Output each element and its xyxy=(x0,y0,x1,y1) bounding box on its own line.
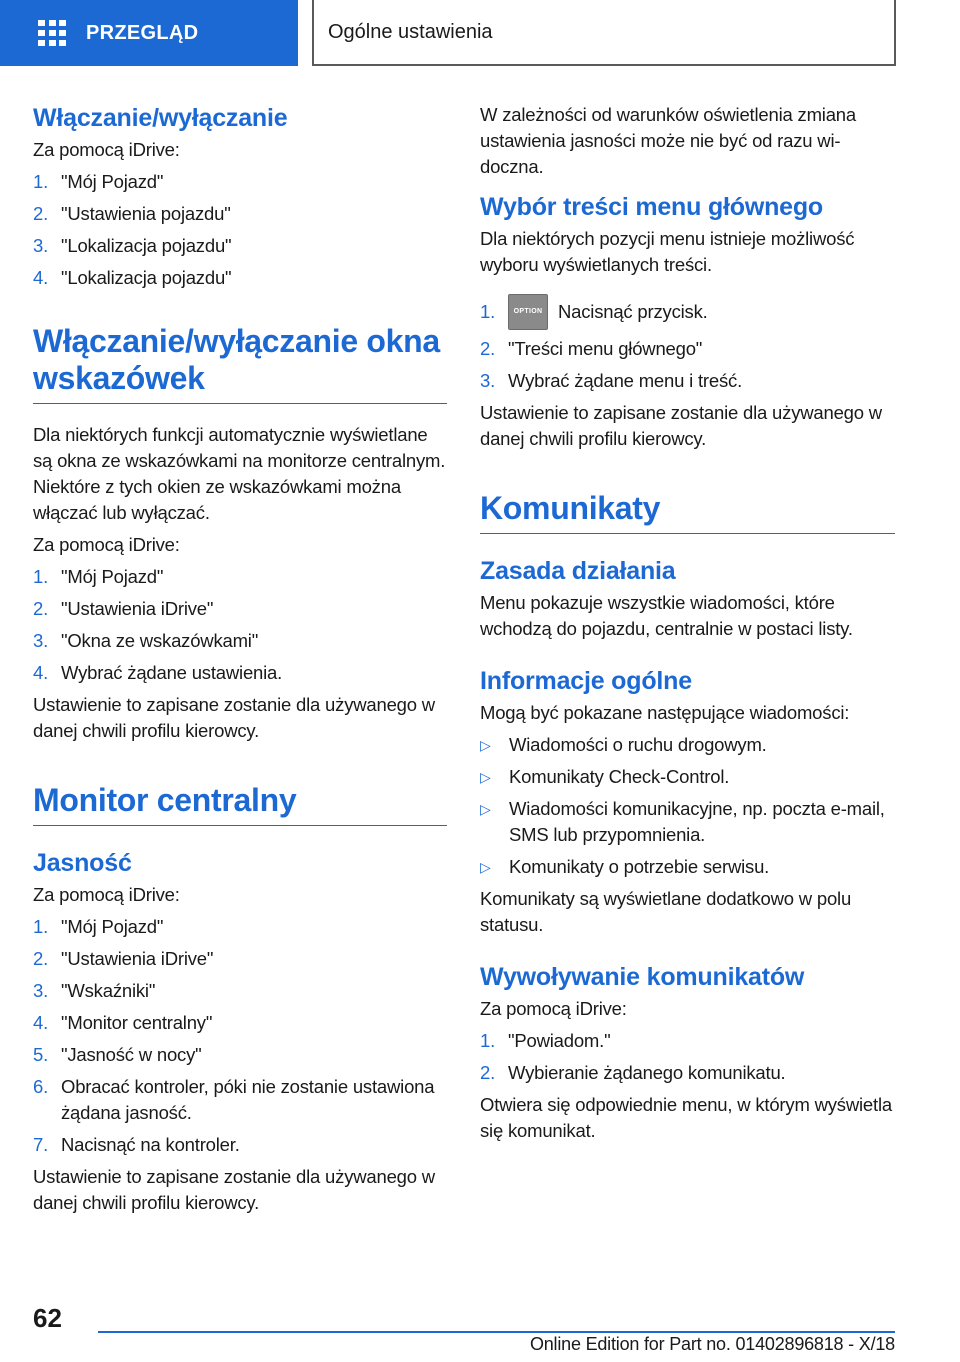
status-field-note: Komunikaty są wyświetlane dodatkowo w polu statusu. xyxy=(480,888,852,935)
list-item: 3. "Okna ze wskazówkami" xyxy=(33,630,259,651)
list-item: ▷ Komunikaty o potrzebie serwisu. xyxy=(480,854,895,880)
list-item: 3. "Lokalizacja pojazdu" xyxy=(33,235,232,256)
list-item: 2. Wybieranie żądanego komunikatu. xyxy=(480,1062,786,1083)
page-number: 62 xyxy=(33,1303,62,1333)
intro-text: Za pomocą iDrive: xyxy=(33,139,180,160)
heading-calling-messages: Wywoływanie komunikatów xyxy=(480,963,805,991)
list-item: 7. Nacisnąć na kontroler. xyxy=(33,1134,240,1155)
profile-note: Ustawienie to zapisane zostanie dla używanego w danej chwili profilu kierowcy. xyxy=(33,1166,435,1213)
steps-list-hint-windows xyxy=(33,564,447,686)
steps-list-main-menu xyxy=(480,294,895,394)
list-item: 1. OPTION Nacisnąć przycisk. xyxy=(480,294,895,330)
main-menu-body: Dla niektórych pozycji menu istnieje możliwość wyboru wyświetlanych treści. xyxy=(480,228,855,275)
page-header xyxy=(0,0,960,66)
list-item: 2. "Ustawienia pojazdu" xyxy=(33,203,231,224)
intro-text: Za pomocą iDrive: xyxy=(33,884,180,905)
list-item: 4. "Monitor centralny" xyxy=(33,1012,213,1033)
triangle-bullet-icon: ▷ xyxy=(480,859,491,875)
triangle-bullet-icon: ▷ xyxy=(480,737,491,753)
list-item: 1. "Mój Pojazd" xyxy=(33,916,164,937)
list-item: ▷ Wiadomości komunikacyjne, np. poczta e-mail, SMS lub przypomnienia. xyxy=(480,796,895,848)
list-item: 1. "Mój Pojazd" xyxy=(33,171,164,192)
list-item: 1. "Powiadom." xyxy=(480,1030,611,1051)
hint-windows-body: Dla niektórych funkcji automatycznie wyświetlane są okna ze wskazówkami na monitorze centralnym. Niektóre z tych okien ze wskazówkami można włączać lub wyłączać. xyxy=(33,424,446,523)
section-title-tab xyxy=(312,0,896,66)
triangle-bullet-icon: ▷ xyxy=(480,801,491,817)
message-types-list xyxy=(480,732,895,880)
heading-hint-windows: Włączanie/wyłączanie okna wskazówek xyxy=(33,323,447,404)
grid-icon xyxy=(38,20,66,46)
intro-text: Za pomocą iDrive: xyxy=(480,998,627,1019)
steps-list-on-off xyxy=(33,169,447,291)
heading-general-info: Informacje ogólne xyxy=(480,667,692,695)
list-item: 2. "Ustawienia iDrive" xyxy=(33,598,214,619)
list-item: 3. "Wskaźniki" xyxy=(33,980,156,1001)
profile-note: Ustawienie to zapisane zostanie dla używanego w danej chwili profilu kierowcy. xyxy=(33,694,435,741)
footer-divider xyxy=(98,1331,895,1333)
general-info-intro: Mogą być pokazane następujące wiadomości: xyxy=(480,702,850,723)
section-title: Ogólne ustawienia xyxy=(328,20,493,43)
heading-brightness: Jasność xyxy=(33,849,132,877)
heading-principle: Zasada działania xyxy=(480,557,676,585)
triangle-bullet-icon: ▷ xyxy=(480,769,491,785)
profile-note: Ustawienie to zapisane zostanie dla używanego w danej chwili profilu kierowcy. xyxy=(480,402,882,449)
menu-opens-note: Otwiera się odpowiednie menu, w którym wyświetla się komunikat. xyxy=(480,1094,892,1141)
list-item: 5. "Jasność w nocy" xyxy=(33,1044,202,1065)
list-item: 4. "Lokalizacja pojazdu" xyxy=(33,267,232,288)
list-item: 2. "Treści menu głównego" xyxy=(480,338,703,359)
heading-messages: Komunikaty xyxy=(480,490,895,534)
list-item: 1. "Mój Pojazd" xyxy=(33,566,164,587)
intro-text: Za pomocą iDrive: xyxy=(33,534,180,555)
list-item: 6. Obracać kontroler, póki nie zostanie ustawiona żądana jasność. xyxy=(33,1076,435,1123)
heading-on-off: Włączanie/wyłączanie xyxy=(33,104,288,132)
list-item: ▷ Komunikaty Check-Control. xyxy=(480,764,895,790)
left-column xyxy=(33,98,447,1216)
brightness-delay-text: W zależności od warunków oświetlenia zmiana ustawienia jasności może nie być od razu widoczna. xyxy=(480,104,856,177)
overview-label: PRZEGLĄD xyxy=(86,21,199,44)
option-button-icon: OPTION xyxy=(508,294,548,330)
list-item: ▷ Wiadomości o ruchu drogowym. xyxy=(480,732,895,758)
edition-text: Online Edition for Part no. 01402896818 - X/18 xyxy=(529,1334,895,1354)
steps-list-brightness xyxy=(33,914,447,1158)
steps-list-call-messages xyxy=(480,1028,895,1086)
right-column xyxy=(480,98,895,1144)
heading-central-monitor: Monitor centralny xyxy=(33,782,447,826)
heading-main-menu-content: Wybór treści menu głównego xyxy=(480,193,823,221)
overview-tab[interactable] xyxy=(0,0,298,66)
list-item: 2. "Ustawienia iDrive" xyxy=(33,948,214,969)
list-item: 4. Wybrać żądane ustawienia. xyxy=(33,662,283,683)
list-item: 3. Wybrać żądane menu i treść. xyxy=(480,370,743,391)
principle-body: Menu pokazuje wszystkie wiadomości, które wchodzą do pojazdu, centralnie w postaci listy. xyxy=(480,592,853,639)
